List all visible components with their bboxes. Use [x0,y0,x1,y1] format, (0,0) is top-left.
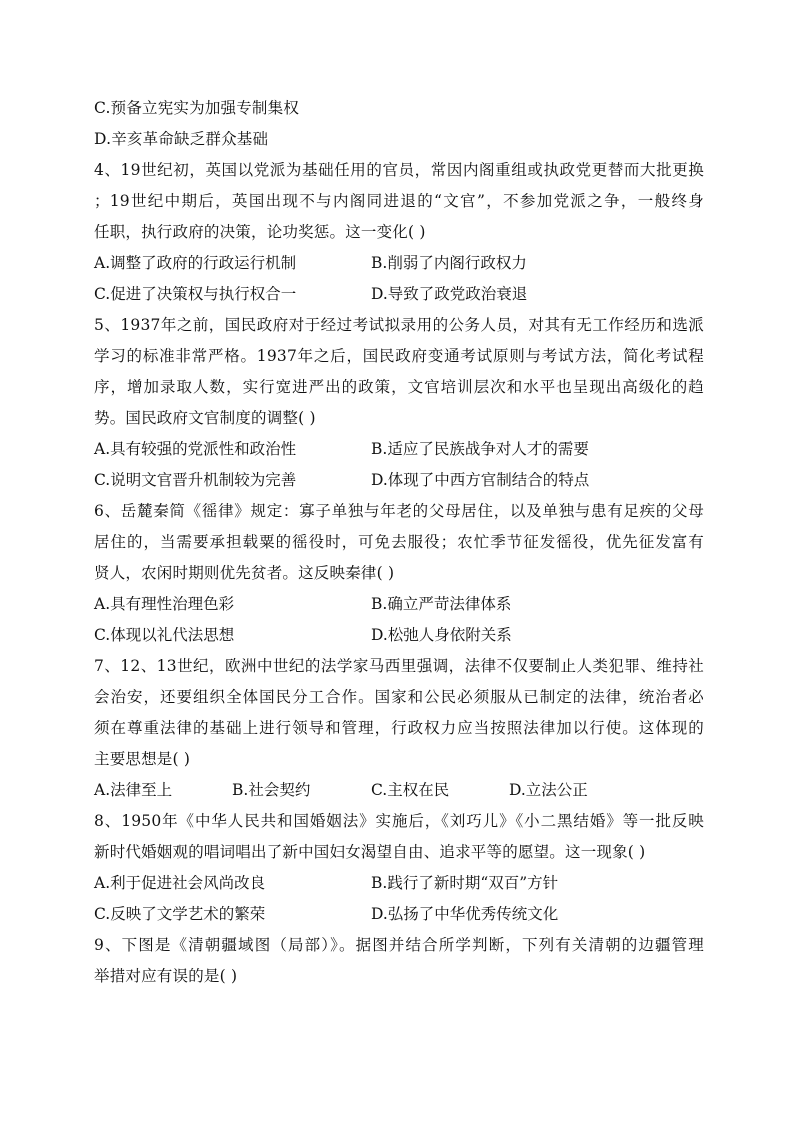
question-stem-line: 6、岳麓秦简《徭律》规定：寡子单独与年老的父母居住，以及单独与患有足疾的父母 [94,502,704,520]
option-a: A.法律至上 [94,781,173,799]
question-stem-line: 8、1950年《中华人民共和国婚姻法》实施后，《刘巧儿》《小二黑结婚》等一批反映 [94,812,704,830]
option-row [94,589,704,620]
question-5 [94,310,704,496]
option-c: C.主权在民 [371,781,450,799]
question-stem-line: 7、12、13世纪，欧洲中世纪的法学家马西里强调，法律不仅要制止人类犯罪、维持社 [94,657,704,675]
option-d: D.导致了政党政治衰退 [371,285,528,303]
option-row [94,465,704,496]
option-d: D.松弛人身依附关系 [371,626,512,644]
option-b: B.社会契约 [232,781,311,799]
option-a: A.利于促进社会风尚改良 [94,874,266,892]
option-a: A.具有较强的党派性和政治性 [94,440,297,458]
question-7 [94,651,704,806]
question-stem-line: 序，增加录取人数，实行宽进严出的政策，文官培训层次和水平也呈现出高级化的趋 [94,378,704,396]
question-stem-line: 学习的标准非常严格。1937年之后，国民政府变通考试原则与考试方法，简化考试程 [94,347,704,365]
option-a: A.具有理性治理色彩 [94,595,235,613]
option-row [94,620,704,651]
question-stem-line: 居住的，当需要承担载粟的徭役时，可免去服役；农忙季节征发徭役，优先征发富有 [94,533,704,551]
question-stem-line: 须在尊重法律的基础上进行领导和管理，行政权力应当按照法律加以行使。这体现的 [94,719,704,737]
option-row [94,899,704,930]
option-b: B.践行了新时期“双百”方针 [371,874,559,892]
option-d: D.弘扬了中华优秀传统文化 [371,905,559,923]
option-row [94,248,704,279]
option-b: B.确立严苛法律体系 [371,595,512,613]
option-c: C.反映了文学艺术的繁荣 [94,905,266,923]
option-d: D.体现了中西方官制结合的特点 [371,471,590,489]
question-6 [94,496,704,651]
question-stem-line: 会治安，还要组织全体国民分工合作。国家和公民必须服从已制定的法律，统治者必 [94,688,704,706]
option-row [94,279,704,310]
prev-option-c: C.预备立宪实为加强专制集权 [94,99,300,117]
option-a: A.调整了政府的行政运行机制 [94,254,297,272]
option-b: B.适应了民族战争对人才的需要 [371,440,589,458]
question-stem-line: 9、下图是《清朝疆域图（局部）》。据图并结合所学判断，下列有关清朝的边疆管理 [94,936,704,954]
question-stem-line: 5、1937年之前，国民政府对于经过考试拟录用的公务人员，对其有无工作经历和选派 [94,316,704,334]
option-d: D.立法公正 [509,781,588,799]
question-stem-line: 主要思想是( ) [94,750,191,768]
question-8 [94,806,704,930]
question-stem-line: 贤人，农闲时期则优先贫者。这反映秦律( ) [94,564,395,582]
option-b: B.削弱了内阁行政权力 [371,254,527,272]
question-stem-line: 4、19世纪初，英国以党派为基础任用的官员，常因内阁重组或执政党更替而大批更换 [94,161,704,179]
prev-option-d: D.辛亥革命缺乏群众基础 [94,130,269,148]
option-c: C.促进了决策权与执行权合一 [94,285,297,303]
question-stem-line: ；19世纪中期后，英国出现不与内阁同进退的“文官”，不参加党派之争，一般终身 [94,192,704,210]
question-stem-line: 势。国民政府文官制度的调整( ) [94,409,316,427]
question-stem-line: 举措对应有误的是( ) [94,967,238,985]
option-c: C.说明文官晋升机制较为完善 [94,471,297,489]
question-4 [94,155,704,310]
option-row [94,775,704,806]
option-c: C.体现以礼代法思想 [94,626,235,644]
question-stem-line: 新时代婚姻观的唱词唱出了新中国妇女渴望自由、追求平等的愿望。这一现象( ) [94,843,646,861]
question-stem-line: 任职，执行政府的决策，论功奖惩。这一变化( ) [94,223,426,241]
option-row [94,868,704,899]
question-9 [94,930,704,992]
option-row [94,434,704,465]
exam-page [94,93,704,992]
